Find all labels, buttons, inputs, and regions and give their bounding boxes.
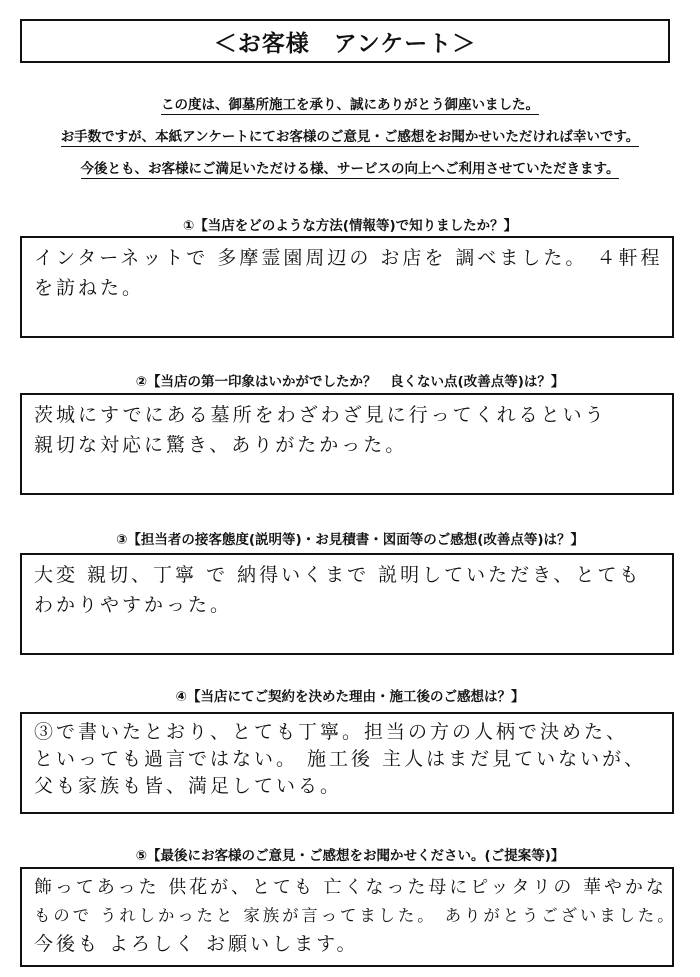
intro-line-1: [0, 93, 700, 113]
question-3-title: ③【担当者の接客態度(説明等)・お見積書・図面等のご感想(改善点等)は？】: [115, 532, 585, 548]
answer-2-line-1: 茨城にすでにある墓所をわざわざ見に行ってくれるという: [34, 404, 607, 426]
answer-2-box: [20, 393, 674, 495]
intro-text-1: この度は、御墓所施工を承り、誠にありがとう御座いました。: [161, 97, 539, 113]
answer-1-line-2: を訪ねた。: [34, 277, 145, 299]
question-4-title: ④【当店にてご契約を決めた理由・施工後のご感想は？】: [175, 689, 525, 705]
answer-4-line-3: 父も家族も皆、満足している。: [34, 775, 343, 797]
question-5-title: ⑤【最後にお客様のご意見・ご感想をお聞かせください。(ご提案等)】: [135, 848, 565, 864]
answer-4-box: [20, 712, 674, 814]
answer-5-line-2: もので うれしかったと 家族が言ってました。 ありがとうございました。: [34, 906, 677, 925]
answer-1-line-1: インターネットで 多摩霊園周辺の お店を 調べました。 ４軒程: [34, 247, 663, 269]
answer-3-box: [20, 553, 674, 655]
intro-text-2: お手数ですが、本紙アンケートにてお客様のご意見・ご感想をお聞かせいただければ幸いです。: [60, 129, 640, 145]
answer-5-line-3: 今後も よろしく お願いします。: [34, 933, 359, 955]
answer-4-line-1: ③で書いたとおり、とても丁寧。担当の方の人柄で決めた、: [34, 721, 629, 743]
question-2-title: ②【当店の第一印象はいかがでしたか？ 良くない点(改善点等)は？】: [135, 374, 565, 390]
answer-4-line-2: といっても過言ではない。 施工後 主人はまだ見ていないが、: [34, 748, 647, 770]
intro-text-3: 今後とも、お客様にご満足いただける様、サービスの向上へご利用させていただきます。: [80, 161, 620, 177]
answer-1-box: [20, 236, 674, 338]
answer-5-line-1: 飾ってあった 供花が、とても 亡くなった母にピッタリの 華やかな: [34, 877, 667, 898]
intro-line-2: [0, 125, 700, 145]
question-1-title: ①【当店をどのような方法(情報等)で知りましたか？】: [182, 218, 518, 234]
answer-5-box: [20, 867, 677, 967]
page-title: ＜お客様 アンケート＞: [20, 19, 670, 63]
answer-3-line-2: わかりやすかった。: [34, 594, 233, 616]
answer-2-line-2: 親切な対応に驚き、ありがたかった。: [34, 434, 408, 456]
answer-3-line-1: 大変 親切、丁寧 で 納得いくまで 説明していただき、とても: [34, 564, 642, 586]
intro-line-3: [0, 157, 700, 177]
